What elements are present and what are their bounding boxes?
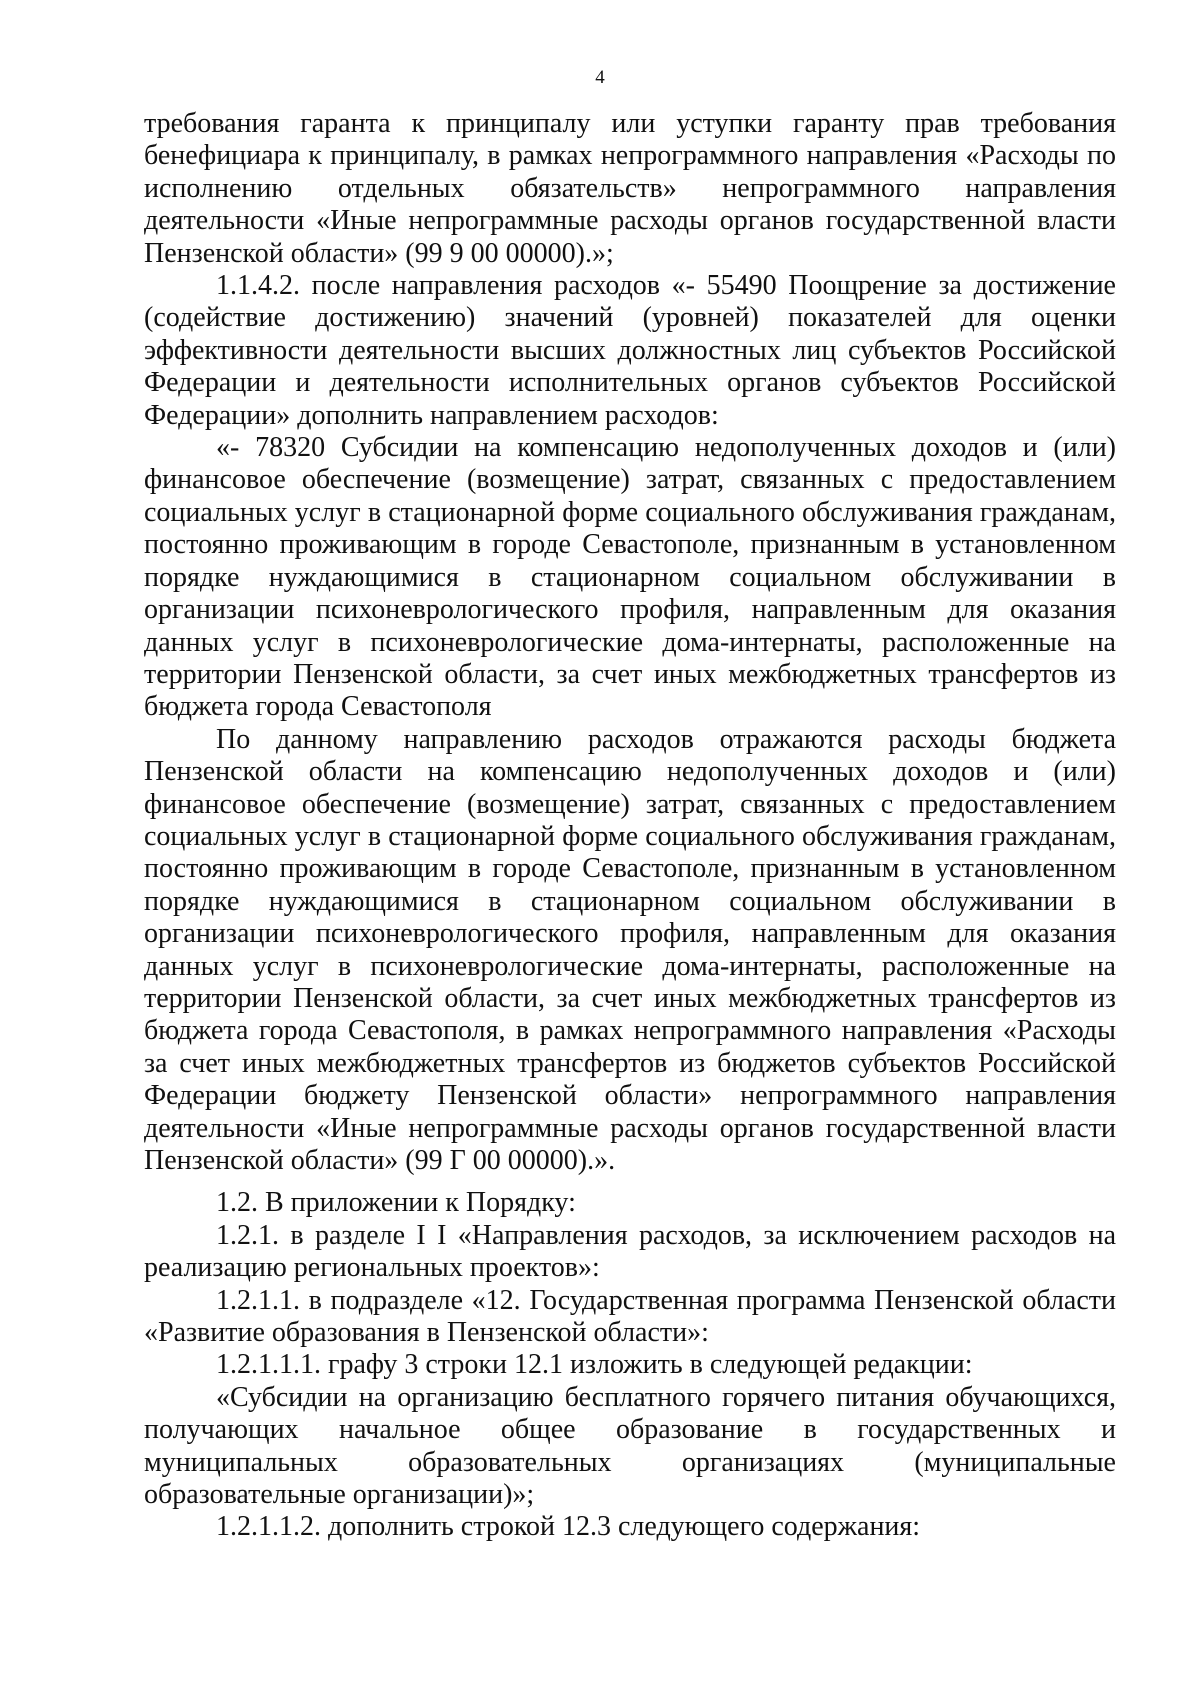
page-number: 4 — [595, 67, 605, 88]
document-body — [144, 108, 1116, 1544]
paragraph-1-2-1-1-1: 1.2.1.1.1. графу 3 строки 12.1 изложить в следующей редакции: — [216, 1349, 973, 1381]
paragraph-continuation: требования гаранта к принципалу или уступки гаранту прав требования бенефициара к принципалу, в рамках непрограммного направления «Расходы по исполнению отдельных обязательств» непрограммного направления деятельности «Иные непрограммные расходы органов государственной власти Пензенской области» (99 9 00 00000).»; — [144, 108, 1116, 269]
paragraph-1-2-1-1: 1.2.1.1. в подразделе «12. Государственная программа Пензенской области «Развитие образования в Пензенской области»: — [144, 1284, 1116, 1349]
paragraph-78320-heading: «- 78320 Субсидии на компенсацию недополученных доходов и (или) финансовое обеспечение (возмещение) затрат, связанных с предоставлением социальных услуг в стационарной форме социального обслуживания гражданам, постоянно проживающим в городе Севастополе, признанным в установленном порядке нуждающимися в стационарном социальном обслуживании в организации психоневрологического профиля, направленным для оказания данных услуг в психоневрологические дома-интернаты, расположенные на территории Пензенской области, за счет иных межбюджетных трансфертов из бюджета города Севастополя — [144, 432, 1116, 723]
paragraph-1-2-1-1-2: 1.2.1.1.2. дополнить строкой 12.3 следующего содержания: — [216, 1511, 921, 1543]
paragraph-78320-description: По данному направлению расходов отражаются расходы бюджета Пензенской области на компенсацию недополученных доходов и (или) финансовое обеспечение (возмещение) затрат, связанных с предоставлением социальных услуг в стационарной форме социального обслуживания гражданам, постоянно проживающим в городе Севастополе, признанным в установленном порядке нуждающимися в стационарном социальном обслуживании в организации психоневрологического профиля, направленным для оказания данных услуг в психоневрологические дома-интернаты, расположенные на территории Пензенской области, за счет иных межбюджетных трансфертов из бюджета города Севастополя, в рамках непрограммного направления «Расходы за счет иных межбюджетных трансфертов из бюджетов субъектов Российской Федерации бюджету Пензенской области» непрограммного направления деятельности «Иные непрограммные расходы органов государственной власти Пензенской области» (99 Г 00 00000).». — [144, 723, 1116, 1176]
paragraph-1-2-1: 1.2.1. в разделе I I «Направления расходов, за исключением расходов на реализацию региональных проектов»: — [144, 1219, 1116, 1284]
paragraph-1-2: 1.2. В приложении к Порядку: — [216, 1187, 576, 1219]
paragraph-1-1-4-2: 1.1.4.2. после направления расходов «- 55490 Поощрение за достижение (содействие достижению) значений (уровней) показателей для оценки эффективности деятельности высших должностных лиц субъектов Российской Федерации и деятельности исполнительных органов субъектов Российской Федерации» дополнить направлением расходов: — [144, 270, 1116, 431]
paragraph-quoted-subsidy: «Субсидии на организацию бесплатного горячего питания обучающихся, получающих начальное общее образование в государственных и муниципальных образовательных организациях (муниципальные образовательные организации)»; — [144, 1381, 1116, 1511]
